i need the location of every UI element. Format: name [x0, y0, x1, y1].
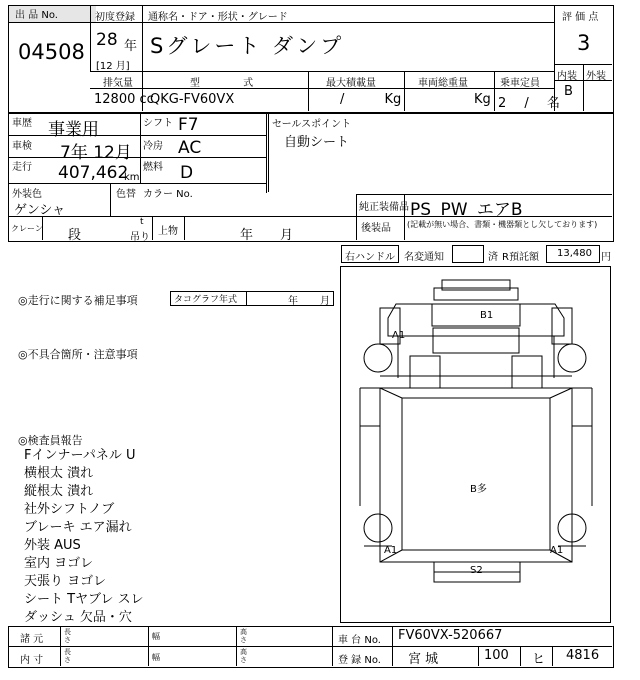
- name-change-box: [452, 245, 484, 263]
- crane-stage: 段: [68, 228, 82, 243]
- color-value: ゲンシャ: [14, 203, 66, 218]
- report-line: 外装 AUS: [24, 538, 81, 553]
- genuine-value: PS PW エアB: [410, 200, 523, 220]
- reg-class: 100: [484, 648, 509, 663]
- report-line: 天張り ヨゴレ: [24, 574, 107, 589]
- interior-label: 内装: [557, 71, 577, 82]
- model-name: Sグレート ダンプ: [150, 34, 345, 58]
- gross-weight-value: Kg: [474, 92, 491, 107]
- inspection-value: 7年 12月: [60, 143, 132, 163]
- score-value: 3: [577, 31, 591, 55]
- aircon-value: AC: [178, 138, 202, 158]
- recycle-amount: 13,480: [557, 248, 592, 259]
- driving-notes-heading: ◎走行に関する補足事項: [18, 294, 138, 307]
- report-line: ブレーキ エア漏れ: [24, 520, 132, 535]
- reg-year: 28: [96, 30, 118, 50]
- first-reg-label: 初度登録: [95, 12, 135, 23]
- bed-year: 年: [240, 228, 254, 243]
- reg-month: [12 月]: [96, 61, 130, 72]
- genuine-label: 純正装備品: [359, 202, 409, 213]
- fuel-value: D: [180, 163, 194, 183]
- max-load-label: 最大積載量: [326, 78, 376, 89]
- shift-label: シフト: [143, 118, 173, 129]
- reg-kana: ヒ: [532, 652, 546, 667]
- reg-label: 登 録 No.: [338, 655, 381, 666]
- score-label: 評 価 点: [562, 12, 599, 23]
- inner-width-label: 幅: [152, 653, 160, 662]
- chassis-label: 車 台 No.: [338, 635, 381, 646]
- tacho-label: タコグラフ年式: [174, 295, 238, 305]
- mark-s2: S2: [470, 565, 483, 576]
- lot-label: 出 品 No.: [9, 6, 96, 22]
- tacho-year: 年: [288, 296, 298, 307]
- color-label: 外装色: [12, 189, 42, 200]
- model-code-value: QKG-FV60VX: [150, 92, 235, 107]
- displacement-value: 12800 cc: [94, 92, 154, 107]
- mileage-unit: km: [124, 172, 140, 183]
- dims-width-label: 幅: [152, 632, 160, 641]
- aftermarket-note: (記載が無い場合、書類・機器類とし欠しております): [407, 220, 598, 229]
- max-load-value: / Kg: [340, 92, 402, 107]
- sales-point-label: セールスポイント: [272, 119, 352, 130]
- report-line: 室内 ヨゴレ: [24, 556, 94, 571]
- bed-label: 上物: [158, 226, 178, 237]
- color-change-label: 色替: [116, 189, 136, 200]
- crane-ton: t: [140, 217, 144, 227]
- model-label: 通称名・ドア・形状・グレード: [148, 12, 288, 23]
- fuel-label: 燃料: [143, 162, 163, 173]
- capacity-value: 2 / 名: [498, 96, 560, 111]
- displacement-label: 排気量: [103, 78, 133, 89]
- mark-a1-front-left: A1: [392, 330, 406, 341]
- mark-b-many: B多: [470, 484, 487, 495]
- shift-value: F7: [178, 115, 199, 135]
- defects-heading: ◎不具合箇所・注意事項: [18, 348, 138, 361]
- exterior-label: 外装: [586, 71, 606, 82]
- dims-length-label: 長さ: [64, 628, 71, 644]
- footer-frame: [8, 626, 614, 668]
- inner-label: 内 寸: [20, 655, 44, 666]
- inner-length-label: 長さ: [64, 648, 71, 664]
- chassis-number: FV60VX-520667: [398, 628, 503, 643]
- capacity-label: 乗車定員: [500, 78, 540, 89]
- dims-label: 諸 元: [20, 634, 44, 645]
- name-change-label: 名変通知: [404, 252, 444, 263]
- recycle-unit: 円: [601, 252, 611, 263]
- history-value: 事業用: [48, 120, 99, 140]
- report-line: 縦根太 潰れ: [24, 484, 94, 499]
- recycle-label: R預託額: [502, 252, 539, 263]
- reg-area: 宮 城: [408, 652, 439, 667]
- report-line: ダッシュ 欠品・穴: [24, 610, 132, 625]
- mileage-value: 407,462: [58, 163, 129, 183]
- aircon-label: 冷房: [143, 141, 163, 152]
- model-code-label: 型 式: [190, 78, 254, 89]
- tacho-month: 月: [320, 296, 330, 307]
- color-no-label: カラー No.: [143, 189, 193, 200]
- crane-label: クレーン: [11, 224, 43, 233]
- bed-month: 月: [280, 228, 294, 243]
- history-label: 車歴: [12, 118, 32, 129]
- gross-weight-label: 車両総重量: [418, 78, 468, 89]
- mark-a1-rear-right: A1: [550, 545, 564, 556]
- lot-number: 04508: [18, 40, 85, 64]
- right-handle: 右ハンドル: [345, 252, 395, 263]
- vehicle-damage-diagram: [340, 266, 611, 623]
- crane-lift: 吊り: [130, 232, 150, 243]
- report-line: シート Tヤブレ スレ: [24, 592, 144, 607]
- reg-number: 4816: [566, 648, 600, 663]
- dims-height-label: 高さ: [240, 628, 247, 644]
- mark-b1: B1: [480, 310, 494, 321]
- inspector-heading: ◎検査員報告: [18, 434, 83, 447]
- aftermarket-label: 後装品: [361, 223, 391, 234]
- sales-point-value: 自動シート: [284, 135, 350, 150]
- report-line: 社外シフトノブ: [24, 502, 115, 517]
- reg-year-unit: 年: [124, 39, 138, 54]
- recycle-prefix: 済: [488, 252, 498, 263]
- report-line: Fインナーパネル U: [24, 448, 136, 463]
- mark-a1-rear-left: A1: [384, 545, 398, 556]
- report-line: 横根太 潰れ: [24, 466, 94, 481]
- inner-height-label: 高さ: [240, 648, 247, 664]
- interior-grade: B: [564, 84, 573, 99]
- mileage-label: 走行: [12, 162, 32, 173]
- inspection-label: 車検: [12, 141, 32, 152]
